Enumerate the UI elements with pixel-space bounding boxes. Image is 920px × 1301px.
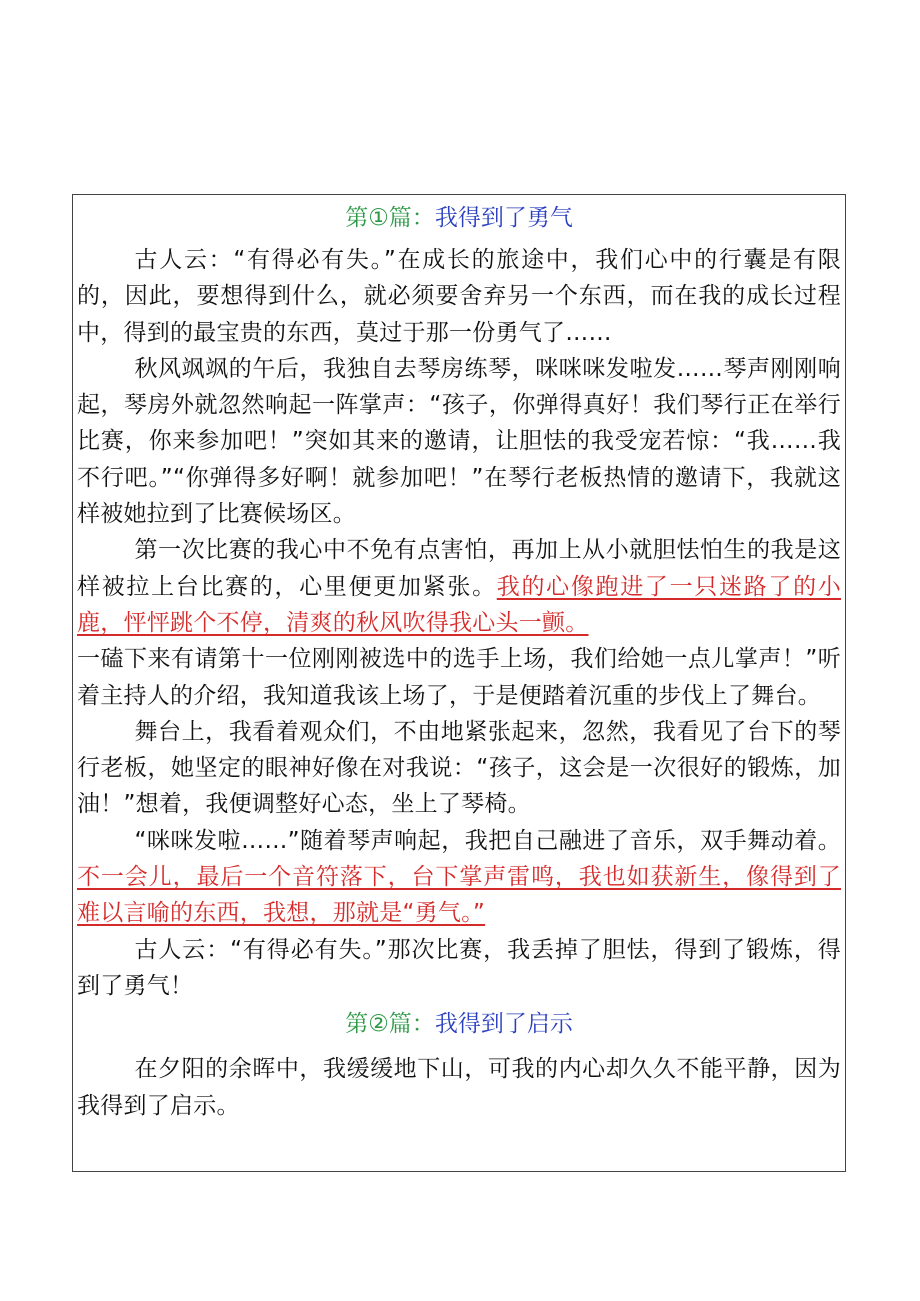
- essay-box: [72, 194, 846, 1172]
- essay-1-paragraph-3-text: 第一次比赛的我心中不免有点害怕，再加上从小就胆怯怕生的我是这样被拉上台比赛的，心里便更加紧张。: [77, 537, 841, 600]
- essay-1-heading: [77, 198, 841, 238]
- essay-1-paragraph-3: [77, 532, 841, 641]
- essay-1-paragraph-6-text: “咪咪发啦……”随着琴声响起，我把自己融进了音乐，双手舞动着。: [134, 827, 841, 854]
- essay-1-title: 我得到了勇气: [434, 205, 573, 231]
- essay-1-paragraph-3-highlight: 我的心像跑进了一只迷路了的小鹿，怦怦跳个不停，清爽的秋风吹得我心头一颤。: [77, 573, 842, 636]
- essay-1-paragraph-6: [77, 823, 841, 932]
- essay-2-number: 第②篇：: [345, 1011, 435, 1038]
- essay-1-paragraph-4: 一磕下来有请第十一位刚刚被选中的选手上场，我们给她一点儿掌声！”听着主持人的介绍，我知道我该上场了，于是便踏着沉重的步伐上了舞台。: [77, 646, 841, 709]
- essay-2-paragraph-1: 在夕阳的余晖中，我缓缓地下山，可我的内心却久久不能平静，因为我得到了启示。: [77, 1056, 841, 1119]
- essay-1-paragraph-2: 秋风飒飒的午后，我独自去琴房练琴，咪咪咪发啦发……琴声刚刚响起，琴房外就忽然响起一阵掌声：“孩子，你弹得真好！我们琴行正在举行比赛，你来参加吧！”突如其来的邀请，让胆怯的我受宠若惊：“我……我不行吧。”“你弹得多好啊！就参加吧！”在琴行老板热情的邀请下，我就这样被她拉到了比赛候场区。: [77, 355, 841, 528]
- essay-1-paragraph-7: 古人云：“有得必有失。”那次比赛，我丢掉了胆怯，得到了锻炼，得到了勇气！: [77, 936, 841, 999]
- essay-1-paragraph-1: 古人云：“有得必有失。”在成长的旅途中，我们心中的行囊是有限的，因此，要想得到什么，就必须要舍弃另一个东西，而在我的成长过程中，得到的最宝贵的东西，莫过于那一份勇气了……: [77, 247, 841, 346]
- essay-1-paragraph-6-highlight: 不一会儿，最后一个音符落下，台下掌声雷鸣，我也如获新生，像得到了难以言喻的东西，我想，那就是“勇气。”: [77, 864, 841, 927]
- essay-1-paragraph-5: 舞台上，我看着观众们，不由地紧张起来，忽然，我看见了台下的琴行老板，她坚定的眼神好像在对我说：“孩子，这会是一次很好的锻炼，加油！”想着，我便调整好心态，坐上了琴椅。: [77, 718, 841, 818]
- essay-1-number: 第①篇：: [345, 205, 435, 231]
- essay-2-title: 我得到了启示: [434, 1011, 573, 1038]
- essay-2-heading: [77, 1004, 841, 1044]
